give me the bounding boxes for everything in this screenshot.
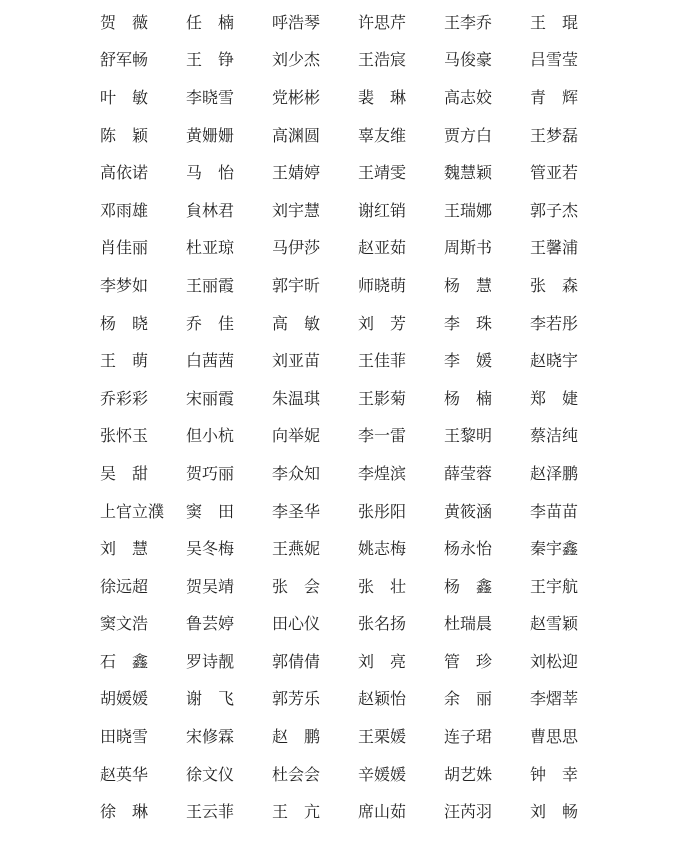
name-entry: 李众知 bbox=[272, 463, 321, 483]
name-entry: 郭倩倩 bbox=[272, 651, 321, 671]
name-list bbox=[100, 4, 600, 831]
name-entry: 王燕妮 bbox=[272, 539, 321, 559]
name-entry: 张 森 bbox=[530, 275, 579, 295]
name-entry: 赵颖怡 bbox=[358, 689, 407, 709]
name-entry: 王 亢 bbox=[272, 802, 321, 822]
name-entry: 朱温琪 bbox=[272, 388, 321, 408]
name-entry: 刘松迎 bbox=[530, 651, 579, 671]
name-entry: 赵雪颖 bbox=[530, 614, 579, 634]
name-entry: 郭宇昕 bbox=[272, 275, 321, 295]
name-entry: 李晓雪 bbox=[186, 87, 235, 107]
name-entry: 上官立濮 bbox=[100, 501, 165, 521]
name-entry: 赵泽鹏 bbox=[530, 463, 579, 483]
name-entry: 李若彤 bbox=[530, 313, 579, 333]
name-entry: 李苗苗 bbox=[530, 501, 579, 521]
name-entry: 吴冬梅 bbox=[186, 539, 235, 559]
name-entry: 罗诗靓 bbox=[186, 651, 235, 671]
name-entry: 王 琨 bbox=[530, 12, 579, 32]
name-entry: 李 珠 bbox=[444, 313, 493, 333]
name-entry: 马 怡 bbox=[186, 163, 235, 183]
name-entry: 郭子杰 bbox=[530, 200, 579, 220]
name-entry: 赵 鹏 bbox=[272, 727, 321, 747]
name-entry: 姚志梅 bbox=[358, 539, 407, 559]
name-entry: 杜瑞晨 bbox=[444, 614, 493, 634]
name-entry: 高 敏 bbox=[272, 313, 321, 333]
name-entry: 杨 晓 bbox=[100, 313, 149, 333]
name-entry: 王丽霞 bbox=[186, 275, 235, 295]
name-entry: 曹思思 bbox=[530, 727, 579, 747]
name-entry: 鲁芸婷 bbox=[186, 614, 235, 634]
name-entry: 张 壮 bbox=[358, 576, 407, 596]
name-entry: 谢红销 bbox=[358, 200, 407, 220]
name-entry: 吴 甜 bbox=[100, 463, 149, 483]
name-entry: 刘少杰 bbox=[272, 50, 321, 70]
name-entry: 赵晓宇 bbox=[530, 351, 579, 371]
name-entry: 党彬彬 bbox=[272, 87, 321, 107]
name-entry: 呼浩琴 bbox=[272, 12, 321, 32]
name-entry: 胡媛媛 bbox=[100, 689, 149, 709]
name-entry: 薛莹蓉 bbox=[444, 463, 493, 483]
name-entry: 肖佳丽 bbox=[100, 238, 149, 258]
name-entry: 张 会 bbox=[272, 576, 321, 596]
name-entry: 乔 佳 bbox=[186, 313, 235, 333]
name-entry: 秦宇鑫 bbox=[530, 539, 579, 559]
name-entry: 王影菊 bbox=[358, 388, 407, 408]
name-entry: 窦 田 bbox=[186, 501, 235, 521]
name-entry: 李一雷 bbox=[358, 426, 407, 446]
name-entry: 徐 琳 bbox=[100, 802, 149, 822]
name-entry: 貟林君 bbox=[186, 200, 235, 220]
name-entry: 杜亚琼 bbox=[186, 238, 235, 258]
name-entry: 马俊豪 bbox=[444, 50, 493, 70]
name-entry: 胡艺姝 bbox=[444, 764, 493, 784]
name-entry: 高志姣 bbox=[444, 87, 493, 107]
name-entry: 刘宇慧 bbox=[272, 200, 321, 220]
name-entry: 李熠莘 bbox=[530, 689, 579, 709]
name-entry: 王宇航 bbox=[530, 576, 579, 596]
name-entry: 钟 幸 bbox=[530, 764, 579, 784]
name-entry: 李煌滨 bbox=[358, 463, 407, 483]
name-entry: 师晓萌 bbox=[358, 275, 407, 295]
name-entry: 白茜茜 bbox=[186, 351, 235, 371]
name-entry: 贺吴靖 bbox=[186, 576, 235, 596]
name-entry: 郭芳乐 bbox=[272, 689, 321, 709]
name-entry: 裴 琳 bbox=[358, 87, 407, 107]
name-entry: 王云菲 bbox=[186, 802, 235, 822]
name-entry: 叶 敏 bbox=[100, 87, 149, 107]
name-entry: 管 珍 bbox=[444, 651, 493, 671]
name-entry: 王馨浦 bbox=[530, 238, 579, 258]
name-entry: 谢 飞 bbox=[186, 689, 235, 709]
name-entry: 刘 慧 bbox=[100, 539, 149, 559]
name-entry: 王佳菲 bbox=[358, 351, 407, 371]
name-entry: 杨 慧 bbox=[444, 275, 493, 295]
name-entry: 贾方白 bbox=[444, 125, 493, 145]
name-entry: 席山茹 bbox=[358, 802, 407, 822]
name-entry: 王梦磊 bbox=[530, 125, 579, 145]
name-entry: 李梦如 bbox=[100, 275, 149, 295]
name-entry: 王靖雯 bbox=[358, 163, 407, 183]
name-entry: 杨 楠 bbox=[444, 388, 493, 408]
name-entry: 乔彩彩 bbox=[100, 388, 149, 408]
name-entry: 田晓雪 bbox=[100, 727, 149, 747]
name-entry: 王 铮 bbox=[186, 50, 235, 70]
name-entry: 黄筱涵 bbox=[444, 501, 493, 521]
name-entry: 宋修霖 bbox=[186, 727, 235, 747]
name-entry: 刘亚苗 bbox=[272, 351, 321, 371]
name-entry: 蔡洁纯 bbox=[530, 426, 579, 446]
name-entry: 向举妮 bbox=[272, 426, 321, 446]
name-entry: 宋丽霞 bbox=[186, 388, 235, 408]
name-entry: 徐远超 bbox=[100, 576, 149, 596]
name-entry: 高渊圆 bbox=[272, 125, 321, 145]
name-entry: 贺 薇 bbox=[100, 12, 149, 32]
name-entry: 杨永怡 bbox=[444, 539, 493, 559]
name-entry: 魏慧颖 bbox=[444, 163, 493, 183]
name-entry: 舒军畅 bbox=[100, 50, 149, 70]
name-entry: 刘 畅 bbox=[530, 802, 579, 822]
name-entry: 王 萌 bbox=[100, 351, 149, 371]
name-entry: 贺巧丽 bbox=[186, 463, 235, 483]
name-entry: 青 辉 bbox=[530, 87, 579, 107]
name-entry: 徐文仪 bbox=[186, 764, 235, 784]
name-entry: 但小杭 bbox=[186, 426, 235, 446]
name-entry: 石 鑫 bbox=[100, 651, 149, 671]
name-entry: 陈 颖 bbox=[100, 125, 149, 145]
name-entry: 高依诺 bbox=[100, 163, 149, 183]
name-entry: 窦文浩 bbox=[100, 614, 149, 634]
name-entry: 刘 亮 bbox=[358, 651, 407, 671]
name-entry: 吕雪莹 bbox=[530, 50, 579, 70]
name-entry: 周斯书 bbox=[444, 238, 493, 258]
name-entry: 刘 芳 bbox=[358, 313, 407, 333]
name-entry: 任 楠 bbox=[186, 12, 235, 32]
name-entry: 王李乔 bbox=[444, 12, 493, 32]
name-entry: 张彤阳 bbox=[358, 501, 407, 521]
name-entry: 王黎明 bbox=[444, 426, 493, 446]
name-entry: 王浩宸 bbox=[358, 50, 407, 70]
name-entry: 王瑞娜 bbox=[444, 200, 493, 220]
name-entry: 李圣华 bbox=[272, 501, 321, 521]
name-entry: 张怀玉 bbox=[100, 426, 149, 446]
name-entry: 杨 鑫 bbox=[444, 576, 493, 596]
name-entry: 管亚若 bbox=[530, 163, 579, 183]
name-entry: 辜友维 bbox=[358, 125, 407, 145]
name-entry: 许思芹 bbox=[358, 12, 407, 32]
name-entry: 郑 婕 bbox=[530, 388, 579, 408]
name-entry: 杜会会 bbox=[272, 764, 321, 784]
name-entry: 赵亚茹 bbox=[358, 238, 407, 258]
name-entry: 连子珺 bbox=[444, 727, 493, 747]
name-entry: 王婧婷 bbox=[272, 163, 321, 183]
name-entry: 王栗媛 bbox=[358, 727, 407, 747]
name-entry: 田心仪 bbox=[272, 614, 321, 634]
name-entry: 汪芮羽 bbox=[444, 802, 493, 822]
name-entry: 余 丽 bbox=[444, 689, 493, 709]
name-entry: 辛媛媛 bbox=[358, 764, 407, 784]
name-entry: 邓雨雄 bbox=[100, 200, 149, 220]
name-entry: 李 媛 bbox=[444, 351, 493, 371]
name-entry: 赵英华 bbox=[100, 764, 149, 784]
name-entry: 黄姗姗 bbox=[186, 125, 235, 145]
name-entry: 马伊莎 bbox=[272, 238, 321, 258]
name-entry: 张名扬 bbox=[358, 614, 407, 634]
